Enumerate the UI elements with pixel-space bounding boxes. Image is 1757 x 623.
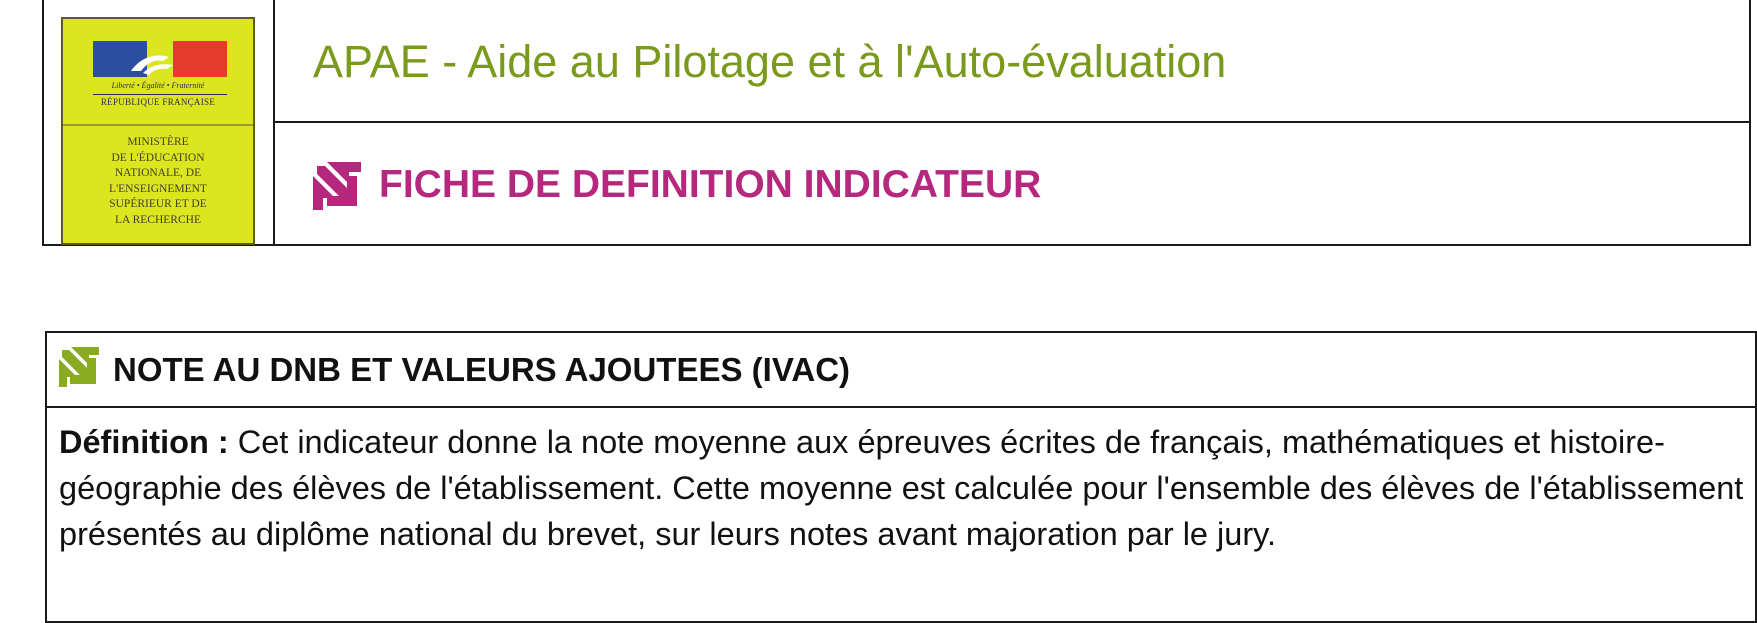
definition-label: Définition : — [59, 424, 229, 460]
logo-motto: Liberté • Égalité • Fraternité — [111, 81, 205, 90]
logo-divider — [93, 94, 227, 95]
app-title: APAE - Aide au Pilotage et à l'Auto-évaluation — [313, 36, 1227, 87]
indicator-definition — [59, 419, 1749, 557]
definition-text: Cet indicateur donne la note moyenne aux épreuves écrites de français, mathématiques et histoire-géographie des élèves de l'établissement. Cette moyenne est calculée pour l'ensemble des élèves de l'établissement présentés au diplôme national du brevet, sur leurs notes avant majoration par le jury. — [59, 424, 1744, 552]
logo-ministry-name: MINISTÈRE DE L'ÉDUCATION NATIONALE, DE L'ENSEIGNEMENT SUPÉRIEUR ET DE LA RECHERCHE — [109, 136, 207, 226]
indicator-title: NOTE AU DNB ET VALEURS AJOUTEES (IVAC) — [113, 351, 851, 388]
app-title-row — [275, 0, 1749, 123]
marianne-profile-icon — [125, 49, 185, 79]
ministry-logo — [61, 17, 255, 245]
document-header — [42, 0, 1751, 246]
arrow-down-right-icon — [59, 347, 99, 387]
indicator-header — [47, 333, 1755, 408]
arrow-down-right-icon — [313, 162, 361, 210]
logo-republic-name: RÉPUBLIQUE FRANÇAISE — [100, 97, 216, 107]
logo-cell — [44, 0, 275, 244]
republique-francaise-mark — [63, 19, 253, 126]
indicator-card — [45, 331, 1757, 623]
fiche-title-row — [275, 123, 1749, 244]
fiche-title: FICHE DE DEFINITION INDICATEUR — [379, 163, 1042, 206]
